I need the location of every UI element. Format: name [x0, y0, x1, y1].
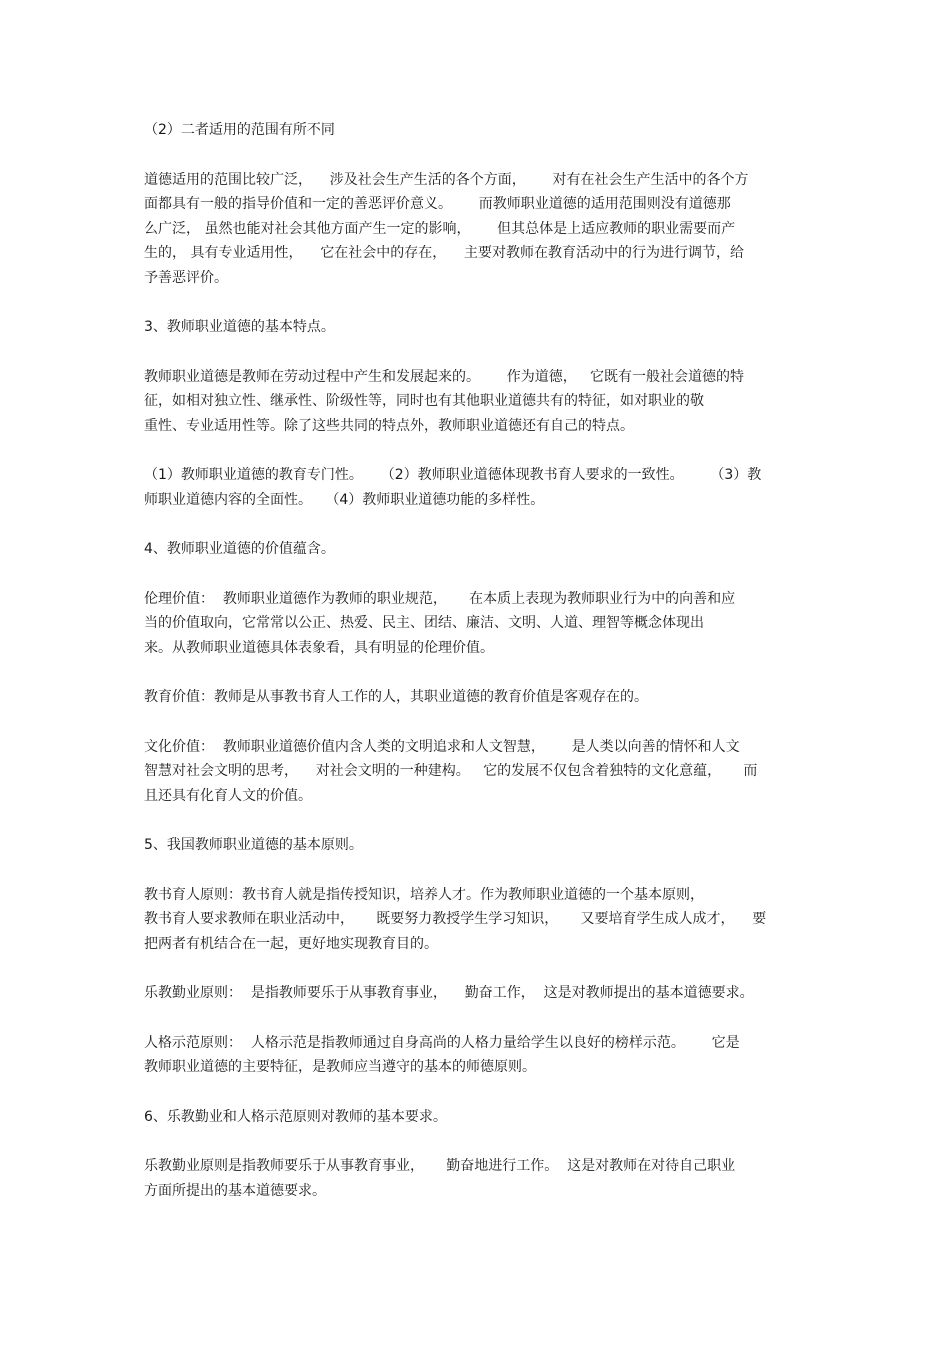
- paragraph-gap: [144, 143, 809, 168]
- text-line: 教书育人原则：教书育人就是指传授知识，培养人才。作为教师职业道德的一个基本原则，: [144, 886, 704, 903]
- paragraph: [144, 537, 809, 562]
- text-line: 4、教师职业道德的价值蕴含。: [144, 541, 335, 557]
- text-line: 师职业道德内容的全面性。 （4）教师职业道德功能的多样性。: [144, 491, 545, 508]
- text-line: 教育价值：教师是从事教书育人工作的人，其职业道德的教育价值是客观存在的。: [144, 689, 648, 705]
- paragraph-gap: [144, 512, 809, 537]
- text-line: 来。从教师职业道德具体表象看，具有明显的伦理价值。: [144, 639, 494, 656]
- text-line: 且还具有化育人文的价值。: [144, 787, 312, 804]
- text-line: 6、乐教勤业和人格示范原则对教师的基本要求。: [144, 1108, 447, 1125]
- paragraph-gap: [144, 956, 809, 981]
- text-line: 乐教勤业原则： 是指教师要乐于从事教育事业， 勤奋工作， 这是对教师提出的基本道德要求。: [144, 985, 754, 1001]
- text-line: 重性、专业适用性等。除了这些共同的特点外，教师职业道德还有自己的特点。: [144, 417, 634, 434]
- text-line: 教师职业道德的主要特征，是教师应当遵守的基本的师德原则。: [144, 1059, 536, 1075]
- text-line: 人格示范原则： 人格示范是指教师通过自身高尚的人格力量给学生以良好的榜样示范。 它是: [144, 1034, 740, 1051]
- text-line: 伦理价值： 教师职业道德作为教师的职业规范， 在本质上表现为教师职业行为中的向善和应: [144, 590, 736, 607]
- paragraph: [144, 1031, 809, 1080]
- paragraph-gap: [144, 660, 809, 685]
- text-line: （1）教师职业道德的教育专门性。 （2）教师职业道德体现教书育人要求的一致性。 （3）教: [144, 467, 762, 483]
- text-line: 教书育人要求教师在职业活动中， 既要努力教授学生学习知识， 又要培育学生成人成才， 要: [144, 911, 767, 927]
- paragraph: [144, 833, 809, 858]
- paragraph-gap: [144, 1006, 809, 1031]
- text-line: 把两者有机结合在一起，更好地实现教育目的。: [144, 935, 438, 952]
- paragraph: [144, 315, 809, 340]
- text-line: 教师职业道德是教师在劳动过程中产生和发展起来的。 作为道德， 它既有一般社会道德的特: [144, 368, 745, 385]
- paragraph-gap: [144, 562, 809, 587]
- text-line: 智慧对社会文明的思考， 对社会文明的一种建构。 它的发展不仅包含着独特的文化意蕴， 而: [144, 763, 758, 779]
- paragraph: [144, 1154, 809, 1203]
- paragraph-gap: [144, 1080, 809, 1105]
- text-line: 道德适用的范围比较广泛， 涉及社会生产生活的各个方面， 对有在社会生产生活中的各个方: [144, 171, 749, 188]
- paragraph: [144, 365, 809, 439]
- text-line: （2）二者适用的范围有所不同: [144, 122, 335, 138]
- paragraph: [144, 981, 809, 1006]
- paragraph-gap: [144, 1129, 809, 1154]
- text-line: 方面所提出的基本道德要求。: [144, 1182, 326, 1199]
- paragraph: [144, 118, 809, 143]
- paragraph: [144, 168, 809, 291]
- paragraph-gap: [144, 808, 809, 833]
- paragraph-gap: [144, 710, 809, 735]
- paragraph-gap: [144, 438, 809, 463]
- paragraph-gap: [144, 858, 809, 883]
- paragraph: [144, 685, 809, 710]
- text-line: 生的， 具有专业适用性， 它在社会中的存在， 主要对教师在教育活动中的行为进行调节，给: [144, 245, 745, 261]
- document-page: [144, 118, 809, 1203]
- paragraph-gap: [144, 340, 809, 365]
- paragraph: [144, 735, 809, 809]
- text-line: 面都具有一般的指导价值和一定的善恶评价意义。 而教师职业道德的适用范围则没有道德那: [144, 196, 731, 212]
- paragraph: [144, 883, 809, 957]
- text-line: 3、教师职业道德的基本特点。: [144, 319, 335, 335]
- text-line: 乐教勤业原则是指教师要乐于从事教育事业， 勤奋地进行工作。 这是对教师在对待自己职业: [144, 1158, 736, 1174]
- text-line: 文化价值： 教师职业道德价值内含人类的文明追求和人文智慧， 是人类以向善的情怀和人文: [144, 738, 740, 755]
- paragraph: [144, 1105, 809, 1130]
- paragraph-gap: [144, 290, 809, 315]
- text-line: 征，如相对独立性、继承性、阶级性等，同时也有其他职业道德共有的特征，如对职业的敬: [144, 393, 704, 409]
- text-line: 5、我国教师职业道德的基本原则。: [144, 837, 363, 853]
- text-line: 予善恶评价。: [144, 269, 228, 286]
- paragraph: [144, 587, 809, 661]
- paragraph: [144, 463, 809, 512]
- text-line: 当的价值取向，它常常以公正、热爱、民主、团结、廉洁、文明、人道、理智等概念体现出: [144, 615, 704, 631]
- text-line: 么广泛， 虽然也能对社会其他方面产生一定的影响， 但其总体是上适应教师的职业需要而产: [144, 220, 736, 237]
